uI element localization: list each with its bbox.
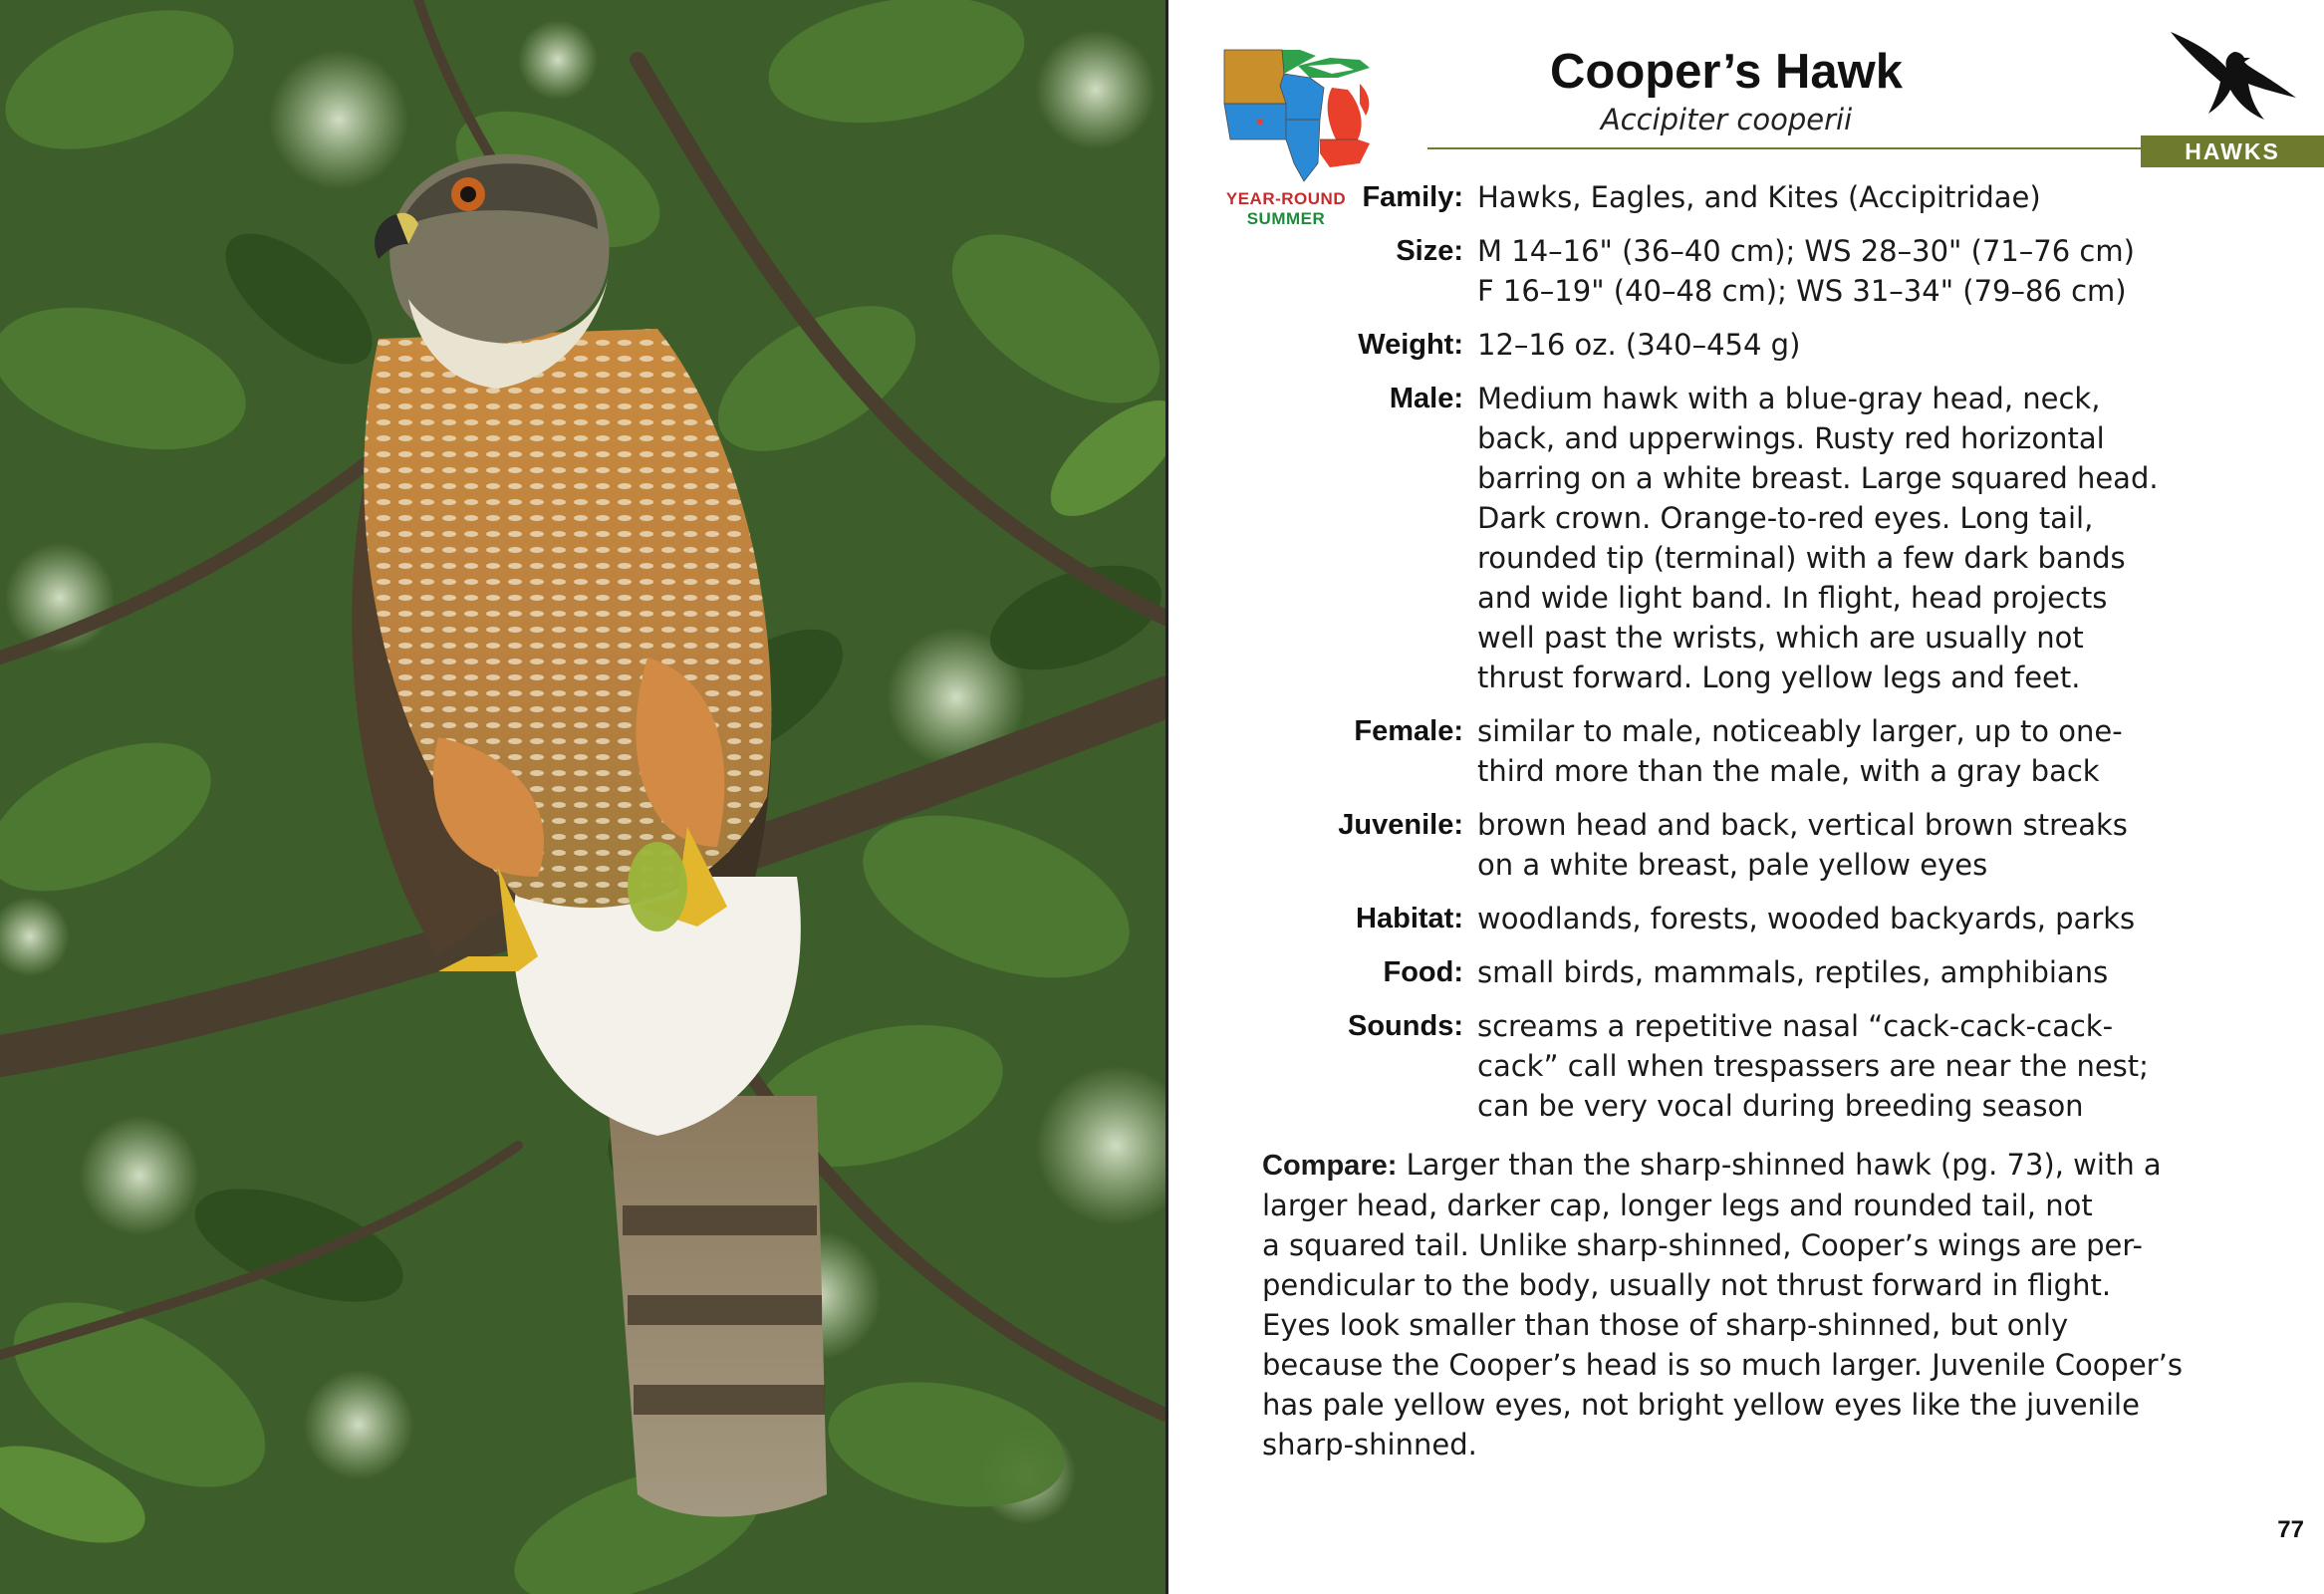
- compare-label: Compare:: [1262, 1150, 1398, 1182]
- field-line: Medium hawk with a blue-gray head, neck,: [1477, 382, 2101, 415]
- field-size: [1168, 231, 2324, 311]
- field-line: cack” call when trespassers are near the nest;: [1477, 1049, 2149, 1083]
- species-scientific-name: Accipiter cooperii: [1600, 103, 1853, 136]
- field-label: Family:: [1362, 181, 1463, 213]
- legend-summer: SUMMER: [1246, 209, 1326, 228]
- field-line: back, and upperwings. Rusty red horizontal: [1477, 421, 2105, 455]
- field-line: well past the wrists, which are usually not: [1477, 621, 2084, 655]
- compare-line: larger head, darker cap, longer legs and rounded tail, not: [1262, 1189, 2093, 1222]
- field-value: [1477, 379, 2234, 697]
- species-fields: [1168, 177, 2324, 1140]
- species-title-block: [1447, 44, 2005, 137]
- field-value: [1477, 177, 2234, 217]
- compare-line: pendicular to the body, usually not thrust forward in flight.: [1262, 1268, 2112, 1302]
- compare-line: sharp-shinned.: [1262, 1428, 1477, 1461]
- field-value: [1477, 952, 2234, 992]
- field-line: F 16–19" (40–48 cm); WS 31–34" (79–86 cm): [1477, 274, 2127, 308]
- compare-paragraph: [1262, 1145, 2258, 1464]
- field-line: third more than the male, with a gray back: [1477, 754, 2100, 788]
- field-line: on a white breast, pale yellow eyes: [1477, 848, 1988, 882]
- field-line: Dark crown. Orange-to-red eyes. Long tail,: [1477, 501, 2094, 535]
- field-sounds: [1168, 1006, 2324, 1126]
- field-line: barring on a white breast. Large squared head.: [1477, 461, 2159, 495]
- field-label: Juvenile:: [1338, 809, 1463, 841]
- species-common-name: Cooper’s Hawk: [1550, 45, 1903, 99]
- field-value: [1477, 231, 2234, 311]
- field-family: [1168, 177, 2324, 217]
- field-label: Sounds:: [1348, 1010, 1463, 1042]
- field-male: [1168, 379, 2324, 697]
- field-value: [1477, 805, 2234, 885]
- hawk-silhouette-icon: [2165, 24, 2304, 124]
- compare-line: [1262, 1145, 2258, 1186]
- field-weight: [1168, 325, 2324, 365]
- field-line: rounded tip (terminal) with a few dark bands: [1477, 541, 2126, 575]
- field-line: can be very vocal during breeding season: [1477, 1089, 2084, 1123]
- field-line: thrust forward. Long yellow legs and feet.: [1477, 661, 2081, 694]
- field-value: [1477, 711, 2234, 791]
- field-line: brown head and back, vertical brown streaks: [1477, 808, 2128, 842]
- compare-line: because the Cooper’s head is so much larger. Juvenile Cooper’s: [1262, 1348, 2183, 1382]
- field-line: screams a repetitive nasal “cack-cack-cack-: [1477, 1009, 2114, 1043]
- field-label: Weight:: [1358, 329, 1463, 361]
- field-line: Hawks, Eagles, and Kites (Accipitridae): [1477, 180, 2041, 214]
- field-line: M 14–16" (36–40 cm); WS 28–30" (71–76 cm): [1477, 234, 2135, 268]
- field-female: [1168, 711, 2324, 791]
- field-line: small birds, mammals, reptiles, amphibians: [1477, 955, 2109, 989]
- field-juvenile: [1168, 805, 2324, 885]
- field-food: [1168, 952, 2324, 992]
- field-label: Female:: [1354, 715, 1463, 747]
- page-number: 77: [2277, 1516, 2304, 1543]
- field-label: Food:: [1383, 956, 1463, 988]
- field-label: Size:: [1396, 235, 1463, 267]
- range-map: [1220, 44, 1380, 183]
- field-value: [1477, 325, 2234, 365]
- legend-year-round: YEAR-ROUND: [1225, 189, 1347, 208]
- field-label: Habitat:: [1356, 903, 1463, 934]
- field-habitat: [1168, 899, 2324, 938]
- field-value: [1477, 1006, 2234, 1126]
- compare-line: a squared tail. Unlike sharp-shinned, Cooper’s wings are per-: [1262, 1228, 2143, 1262]
- field-line: 12–16 oz. (340–454 g): [1477, 328, 1801, 362]
- compare-text: Larger than the sharp-shinned hawk (pg. 73), with a: [1397, 1148, 2162, 1182]
- field-value: [1477, 899, 2234, 938]
- field-line: and wide light band. In flight, head projects: [1477, 581, 2108, 615]
- field-line: woodlands, forests, wooded backyards, parks: [1477, 902, 2136, 935]
- compare-line: has pale yellow eyes, not bright yellow eyes like the juvenile: [1262, 1388, 2140, 1422]
- field-line: similar to male, noticeably larger, up to one-: [1477, 714, 2123, 748]
- field-label: Male:: [1389, 383, 1463, 414]
- compare-line: Eyes look smaller than those of sharp-shinned, but only: [1262, 1308, 2069, 1342]
- category-badge: HAWKS: [2141, 135, 2324, 167]
- species-text-page: [1168, 0, 2324, 1594]
